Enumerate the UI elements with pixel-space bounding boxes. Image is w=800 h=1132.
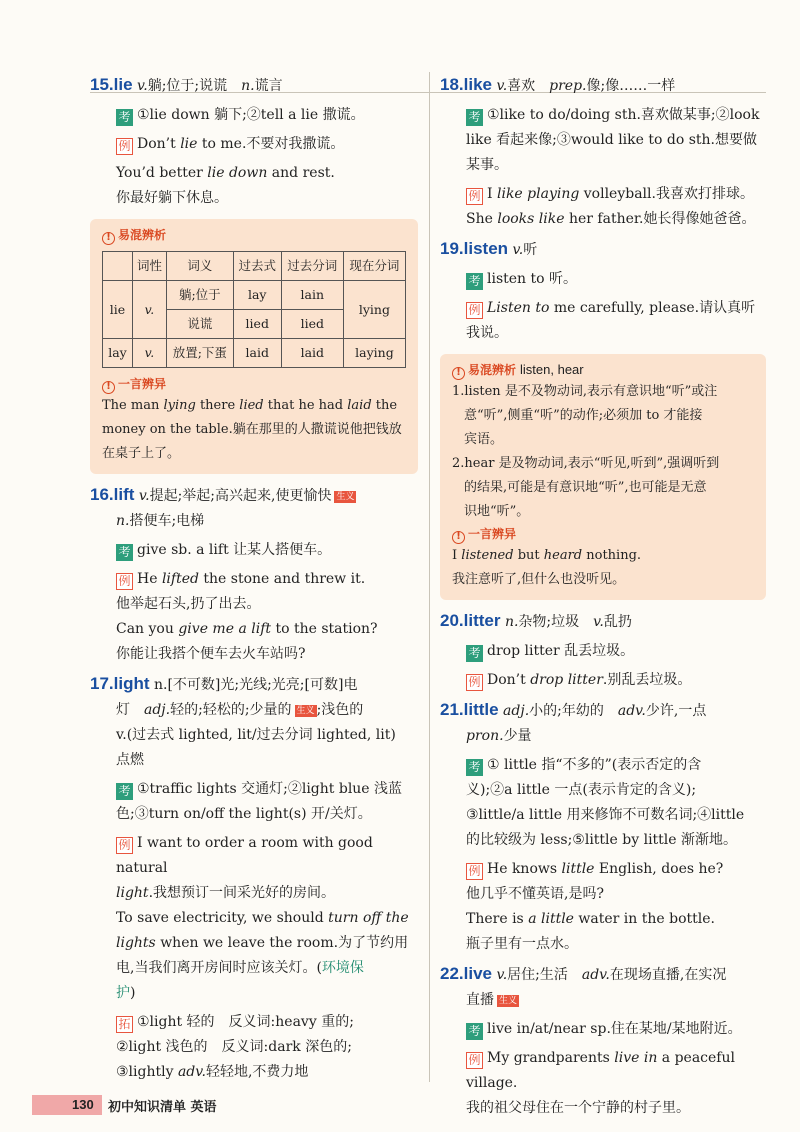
like-usage-1: 考 ①like to do/doing sth.喜欢做某事;②look xyxy=(440,103,766,128)
lift-noun-def: n.搭便车;电梯 xyxy=(116,513,205,529)
like-usage-2: like 看起来像;③would like to do sth.想要做 xyxy=(466,132,758,148)
light-extension-1: 拓 ①light 轻的 反义词:heavy 重的; xyxy=(90,1010,418,1035)
light-def-4: 点燃 xyxy=(116,752,144,768)
li-tag: 例 xyxy=(466,863,483,880)
entry-lift-headword: 16.lift v.提起;举起;高兴起来,使更愉快 生义 xyxy=(90,485,355,504)
li-tag: 例 xyxy=(116,138,133,155)
little-example-2-cn: 瓶子里有一点水。 xyxy=(466,936,578,952)
lift-example-1: 例 He lifted the stone and threw it. xyxy=(90,567,418,592)
new-meaning-badge: 生义 xyxy=(499,996,518,1006)
alert-icon: ! xyxy=(102,232,115,245)
headword-like: like xyxy=(463,75,492,94)
right-column xyxy=(440,72,766,1121)
entry-like-headword: 18.like v.喜欢 prep.像;像……一样 xyxy=(440,75,676,94)
kao-tag: 考 xyxy=(466,1023,483,1040)
kao-tag: 考 xyxy=(466,273,483,290)
headword-lie: lie xyxy=(113,75,133,94)
headword-lift: lift xyxy=(113,485,135,504)
tuo-tag: 拓 xyxy=(116,1016,133,1033)
like-example-1: 例 I like playing volleyball.我喜欢打排球。 xyxy=(440,182,766,207)
box-title: ! 一言辨异 xyxy=(102,374,406,394)
li-tag: 例 xyxy=(466,188,483,205)
new-meaning-badge: 生义 xyxy=(296,706,315,716)
entry-light-headword: 17.light n.[不可数]光;光线;光亮;[可数]电 xyxy=(90,674,358,693)
light-example-1b: light.我想预订一间采光好的房间。 xyxy=(116,885,336,901)
light-example-2: To save electricity, we should turn off the xyxy=(116,910,409,926)
kao-tag: 考 xyxy=(466,109,483,126)
box-title: ! 一言辨异 xyxy=(452,524,754,544)
little-usage-3: ③little/a little 用来修饰不可数名词;④little xyxy=(466,807,745,823)
little-usage-2: 义);②a little 一点(表示肯定的含义); xyxy=(466,782,697,798)
light-example-1: 例 I want to order a room with good natural xyxy=(116,835,373,876)
new-meaning-badge: 生义 xyxy=(336,492,355,502)
lift-example-2: Can you give me a lift to the station? xyxy=(116,621,378,637)
kao-tag: 考 xyxy=(116,109,133,126)
box-sentence: I listened but heard nothing. xyxy=(452,548,642,563)
lie-usage: 考 ①lie down 躺下;②tell a lie 撒谎。 xyxy=(90,103,418,128)
headword-little: little xyxy=(463,700,499,719)
alert-icon: ! xyxy=(452,367,465,380)
kao-tag: 考 xyxy=(466,645,483,662)
lie-lay-comparison-box xyxy=(90,219,418,474)
litter-usage: 考 drop litter 乱丢垃圾。 xyxy=(440,639,766,664)
box-title: ! 易混辨析 listen, hear xyxy=(452,360,754,380)
listen-usage: 考 listen to 听。 xyxy=(440,267,766,292)
listen-hear-comparison-box: ! 易混辨析 listen, hear 1.listen 是不及物动词,表示有意识地“听”或注 意“听”,侧重“听”的动作;必须加 to 才能接 宾语。 2.hear 是及物动词,表示“听见,听到”,强调听到 的结果,可能是有意识地“听”,也可能是无意 识地“听”。 ! 一言辨异 I listened but heard nothing. 我注意听了,但什么也没听见。 xyxy=(440,354,766,600)
light-def-2: 灯 adj.轻的;轻松的;少量的 生义 ;浅色的 xyxy=(116,702,364,718)
lift-example-1-cn: 他举起石头,扔了出去。 xyxy=(116,596,261,612)
entry-listen-headword: 19.listen v.听 xyxy=(440,239,538,258)
box-sentence: The man lying there lied that he had laid the money on the table.躺在那里的人撒谎说他把钱放在桌子上了。 xyxy=(102,398,402,461)
headword-listen: listen xyxy=(463,239,509,258)
li-tag: 例 xyxy=(466,302,483,319)
li-tag: 例 xyxy=(116,573,133,590)
little-example-1-cn: 他几乎不懂英语,是吗? xyxy=(466,886,604,902)
live-def-2: 直播 生义 xyxy=(466,992,518,1008)
little-usage-4: 的比较级为 less;⑤little by little 渐渐地。 xyxy=(466,832,738,848)
li-tag: 例 xyxy=(466,674,483,691)
lie-example-2-cn: 你最好躺下休息。 xyxy=(116,190,228,206)
light-usage-2: 色;③turn on/off the light(s) 开/关灯。 xyxy=(116,806,372,822)
little-usage-1: 考 ① little 指“不多的”(表示否定的含 xyxy=(440,753,766,778)
live-example-1: 例 My grandparents live in a peaceful village. xyxy=(466,1050,735,1091)
page-footer xyxy=(32,1094,232,1116)
left-column xyxy=(90,72,418,1085)
little-pron-def: pron.少量 xyxy=(466,728,532,744)
headword-live: live xyxy=(463,964,492,983)
kao-tag: 考 xyxy=(466,759,483,776)
lie-example-2: You’d better lie down and rest. xyxy=(116,165,335,181)
li-tag: 例 xyxy=(466,1052,483,1069)
light-example-2c: 电,当我们离开房间时应该关灯。(环境保 xyxy=(116,960,364,976)
entry-lie-headword: 15.lie v.躺;位于;说谎 n.谎言 xyxy=(90,75,283,94)
alert-icon: ! xyxy=(452,531,465,544)
light-extension-2: ②light 浅色的 反义词:dark 深色的; xyxy=(116,1039,352,1055)
lie-example-1: 例 Don’t lie to me.不要对我撒谎。 xyxy=(90,132,418,157)
lift-usage: 考 give sb. a lift 让某人搭便车。 xyxy=(90,538,418,563)
light-def-3: v.(过去式 lighted, lit/过去分词 lighted, lit) xyxy=(116,727,396,743)
box-title: ! 易混辨析 xyxy=(102,225,406,245)
comparison-table: 词性 词义 过去式 过去分词 现在分词 lie v. 躺;位于 lay lain lying 说谎 lied lied lay v. 放置;下蛋 laid laid laying xyxy=(102,251,406,368)
entry-live-headword: 22.live v.居住;生活 adv.在现场直播,在实况 xyxy=(440,964,727,983)
like-usage-3: 某事。 xyxy=(466,157,508,173)
light-usage-1: 考 ①traffic lights 交通灯;②light blue 浅蓝 xyxy=(90,777,418,802)
entry-litter-headword: 20.litter n.杂物;垃圾 v.乱扔 xyxy=(440,611,632,630)
entry-little-headword: 21.little adj.小的;年幼的 adv.少许,一点 xyxy=(440,700,707,719)
column-divider xyxy=(429,72,430,1082)
alert-icon: ! xyxy=(102,381,115,394)
kao-tag: 考 xyxy=(116,544,133,561)
headword-litter: litter xyxy=(463,611,501,630)
light-example-2d: 护) xyxy=(116,985,136,1001)
live-usage: 考 live in/at/near sp.住在某地/某地附近。 xyxy=(440,1017,766,1042)
headword-light: light xyxy=(113,674,150,693)
litter-example-1: 例 Don’t drop litter.别乱丢垃圾。 xyxy=(440,668,766,693)
li-tag: 例 xyxy=(116,837,133,854)
kao-tag: 考 xyxy=(116,783,133,800)
listen-example-1-cn: 我说。 xyxy=(466,325,508,341)
light-extension-3: ③lightly adv.轻轻地,不费力地 xyxy=(116,1064,309,1080)
like-example-2: She looks like her father.她长得像她爸爸。 xyxy=(466,211,756,227)
listen-example-1: 例 Listen to me carefully, please.请认真听 xyxy=(440,296,766,321)
lift-example-2-cn: 你能让我搭个便车去火车站吗? xyxy=(116,646,306,662)
light-example-2b: lights when we leave the room.为了节约用 xyxy=(116,935,409,951)
little-example-2: There is a little water in the bottle. xyxy=(466,911,715,927)
little-example-1: 例 He knows little English, does he? xyxy=(440,857,766,882)
live-example-1-cn: 我的祖父母住在一个宁静的村子里。 xyxy=(466,1100,690,1116)
page-number: 130 xyxy=(32,1095,102,1115)
book-title: 初中知识清单 英语 xyxy=(108,1099,217,1115)
